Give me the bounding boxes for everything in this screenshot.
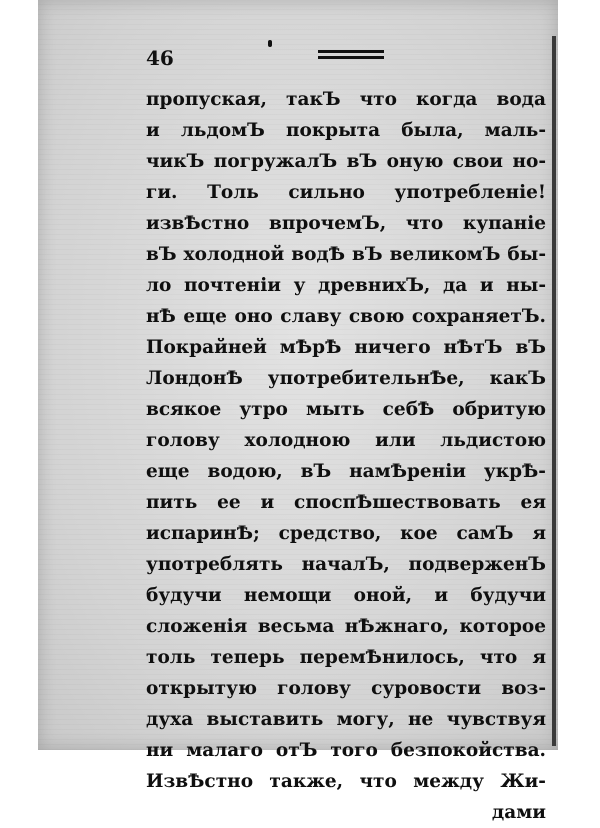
text-line: ЛондонѢ употребительнѢе, какЪ [146,368,546,389]
book-page [38,0,558,823]
body-text [146,84,546,828]
text-line: пропуская, такЪ что когда вода [146,89,546,110]
header-rule-ornament [318,50,384,60]
text-line: ИзвѢстно также, что между Жи- [146,771,546,792]
text-line-catchword: дами [491,802,546,823]
text-line: толь теперь перемѢнилось, что я [146,647,546,668]
text-line: ги. Толь сильно употребленіе! [146,182,546,203]
text-line: испаринѢ; средство, кое самЪ я [146,523,546,544]
text-line: будучи немощи оной, и будучи [146,585,546,606]
page-header [146,46,546,76]
text-line: ни малаго отЪ того безпокойства. [146,740,546,761]
rule-line-top [318,50,384,53]
page-number: 46 [146,46,174,70]
text-line: вЪ холодной водѢ вЪ великомЪ бы- [146,244,546,265]
text-line: сложенія весьма нѢжнаго, которое [146,616,546,637]
ink-mark [268,40,272,47]
text-line: чикЪ погружалЪ вЪ оную свои но- [146,151,546,172]
text-line: извѢстно впрочемЪ, что купаніе [146,213,546,234]
text-line: употреблять началЪ, подверженЪ [146,554,546,575]
page-edge-shadow [552,36,556,746]
rule-line-bottom [318,56,384,59]
text-line: и льдомЪ покрыта была, маль- [146,120,546,141]
text-line: ло почтеніи у древнихЪ, да и ны- [146,275,546,296]
text-line: всякое утро мыть себѢ обритую [146,399,546,420]
text-line: голову холодною или льдистою [146,430,546,451]
text-line: нѢ еще оно славу свою сохраняетЪ. [146,306,546,327]
text-line: еще водою, вЪ намѢреніи укрѢ- [146,461,546,482]
text-line: духа выставить могу, не чувствуя [146,709,546,730]
text-line: открытую голову суровости воз- [146,678,546,699]
text-line: Покрайней мѢрѢ ничего нѢтЪ вЪ [146,337,546,358]
text-line: пить ее и споспѢшествовать ея [146,492,546,513]
